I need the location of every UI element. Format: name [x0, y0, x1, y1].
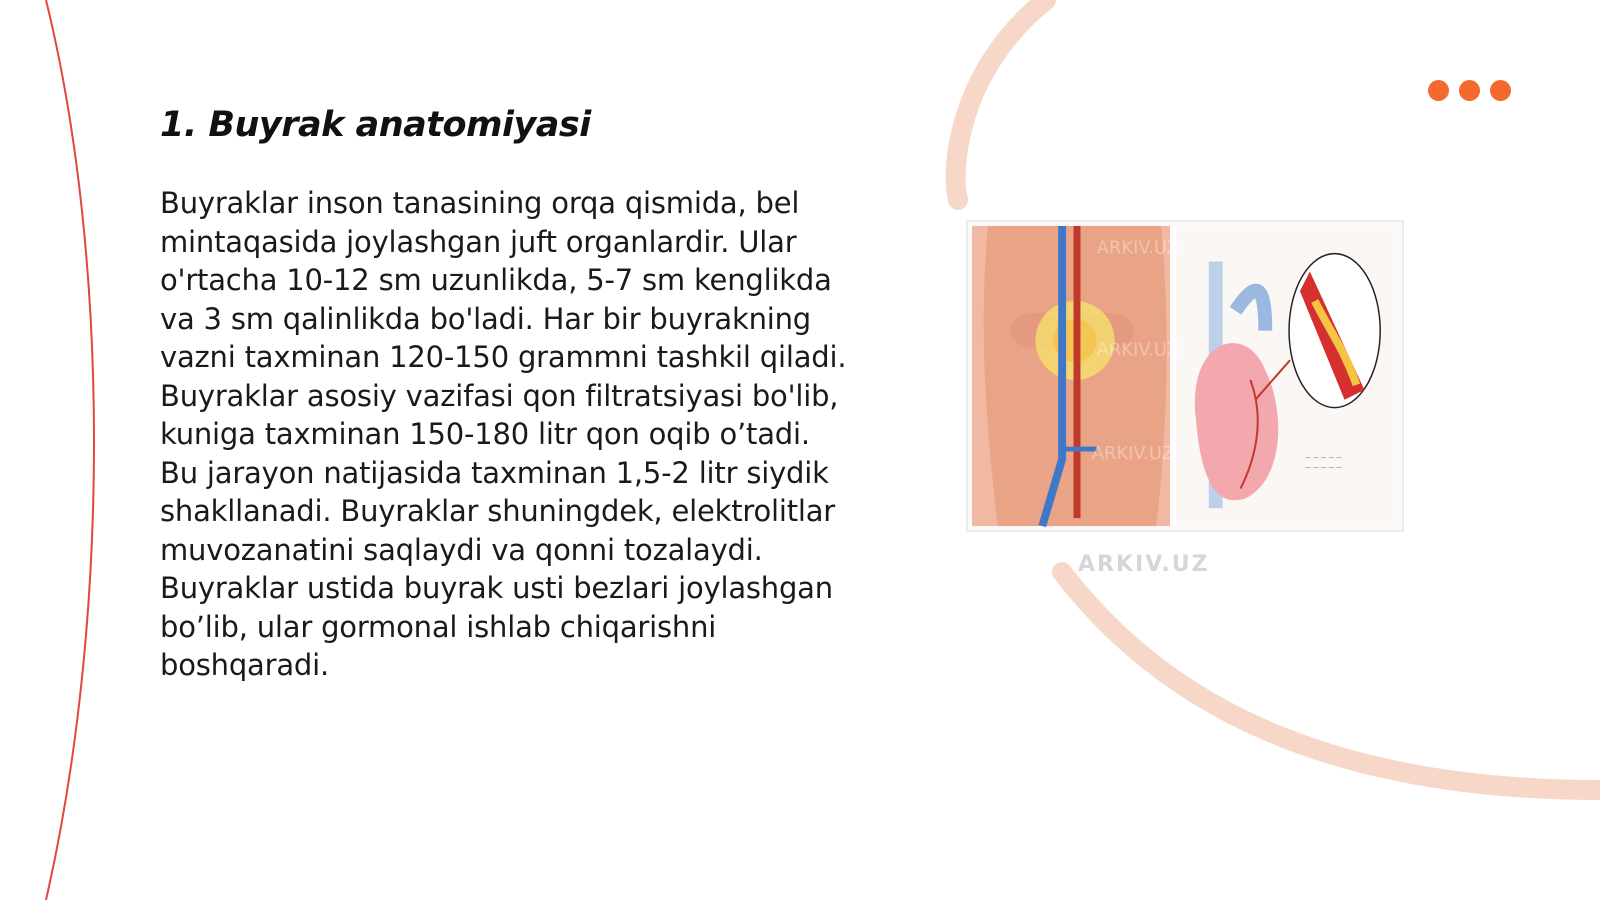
- slide-title: 1. Buyrak anatomiyasi: [160, 105, 591, 145]
- svg-text:ARKIV.UZ: ARKIV.UZ: [1096, 339, 1179, 361]
- watermark-text: ARKIV.UZ: [1078, 552, 1210, 577]
- dot: [1459, 80, 1480, 101]
- dot: [1428, 80, 1449, 101]
- three-dots-icon: [1428, 80, 1511, 101]
- heart-illustration: [966, 220, 1404, 532]
- svg-text:ARKIV.UZ: ARKIV.UZ: [1096, 237, 1179, 259]
- slide-paragraph: Buyraklar inson tanasining orqa qismida, bel mintaqasida joylashgan juft organlardir. Ular o'rtacha 10-12 sm uzunlikda, 5-7 sm kenglikda va 3 sm qalinlikda bo'ladi. Har bir buyrakning vazni taxminan 120-150 grammni tashkil qiladi. Buyraklar asosiy vazifasi qon filtratsiyasi bo'lib, kuniga taxminan 150-180 litr qon oqib o’tadi. Bu jarayon natijasida taxminan 1,5-2 litr siydik shakllanadi. Buyraklar shuningdek, elektrolitlar muvozanatini saqlaydi va qonni tozalaydi. Buyraklar ustida buyrak usti bezlari joylashgan bo’lib, ular gormonal ishlab chiqarishni boshqaradi.: [160, 186, 847, 682]
- left-red-curve: [46, 0, 94, 900]
- svg-text:— — — — —: — — — — —: [1304, 463, 1343, 471]
- svg-text:ARKIV.UZ: ARKIV.UZ: [1091, 442, 1174, 464]
- dot: [1490, 80, 1511, 101]
- svg-text:— — — — —: — — — — —: [1304, 453, 1343, 461]
